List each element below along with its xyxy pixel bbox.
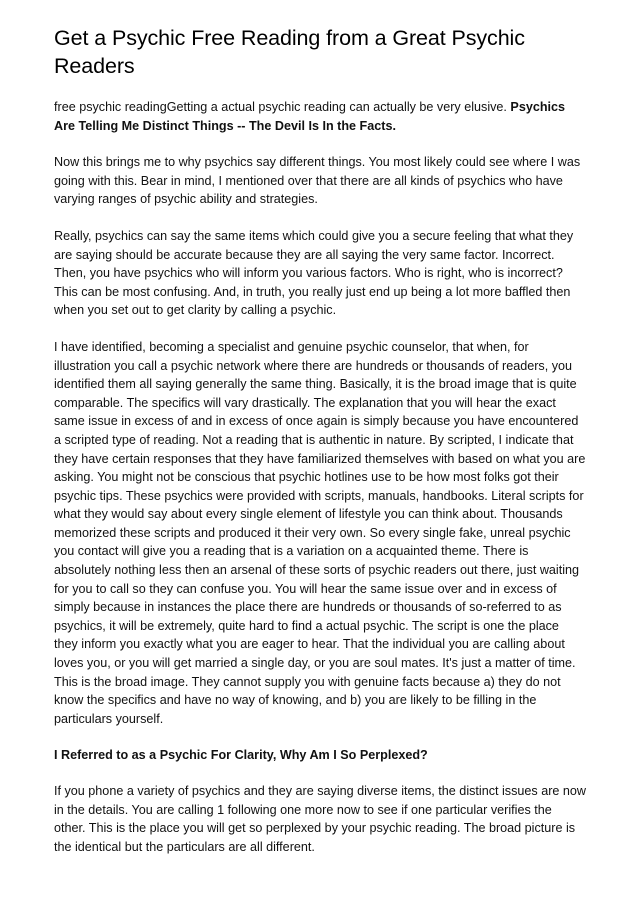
document-title: Get a Psychic Free Reading from a Great Psychic Readers	[54, 26, 525, 78]
body-paragraph-1: Now this brings me to why psychics say different things. You most likely could see where I was going with this. Bear in mind, I mentioned over that there are all kinds of psychics who have varying ranges of psychic ability and strategies.	[54, 155, 581, 207]
body-paragraph-3: I have identified, becoming a specialist and genuine psychic counselor, that when, for illustration you call a psychic network where there are hundreds or thousands of readers, you identified them all saying generally the same thing. Basically, it is the broad image that is quite comparable. The specifics will vary drastically. The explanation that you will hear the exact same issue in excess of and in excess of once again is simply because you have encountered a scripted type of reading. Not a reading that is authentic in nature. By scripted, I indicate that they have certain responses that they have familiarized themselves with based on what you are asking. You might not be conscious that psychic hotlines use to be how most folks got their psychic tips. These psychics were provided with scripts, manuals, handbooks. Literal scripts for what they would say about every single element of lifestyle you can think about. Thousands memorized these scripts and produced it their very own. So every single fake, unreal psychic you contact will give you a reading that is a variation on a acquainted theme. There is absolutely nothing less then an arsenal of these sorts of psychic readers out there, just waiting for you to call so they can confuse you. You will hear the same issue over and in excess of simply because in instances the place there are hundreds or thousands of so-referred to as psychics, it will be extremely, quite hard to find a actual psychic. The script is one the place they inform you exactly what you are eager to hear. That the individual you are calling about loves you, or you will get married a single day, or you are soul mates. It's just a matter of time. This is the broad image. They cannot supply you with genuine facts because a) they do not know the specifics and have no way of knowing, and b) you are likely to be filling in the particulars yourself.	[54, 339, 586, 726]
intro-bold-heading: Psychics Are Telling Me Distinct Things -- The Devil Is In the Facts.	[54, 100, 566, 133]
section-subheading: I Referred to as a Psychic For Clarity, Why Am I So Perplexed?	[54, 748, 428, 763]
closing-paragraph: If you phone a variety of psychics and they are saying diverse items, the distinct issues are now in the details. You are calling 1 following one more now to see if one particular verifies the other. This is the place you will get so perplexed by your psychic reading. The broad picture is the identical but the particulars are all different.	[54, 784, 587, 854]
intro-paragraph	[54, 98, 586, 135]
intro-text: free psychic readingGetting a actual psychic reading can actually be very elusive.	[54, 100, 511, 114]
body-paragraph-2: Really, psychics can say the same items which could give you a secure feeling that what they are saying should be accurate because they are all saying the very same factor. Incorrect. Then, you have psychics who will inform you various factors. Who is right, who is incorrect? This can be most confusing. And, in truth, you really just end up being a lot more baffled then when you set out to get clarity by calling a psychic.	[54, 228, 574, 318]
document-page	[54, 24, 586, 874]
